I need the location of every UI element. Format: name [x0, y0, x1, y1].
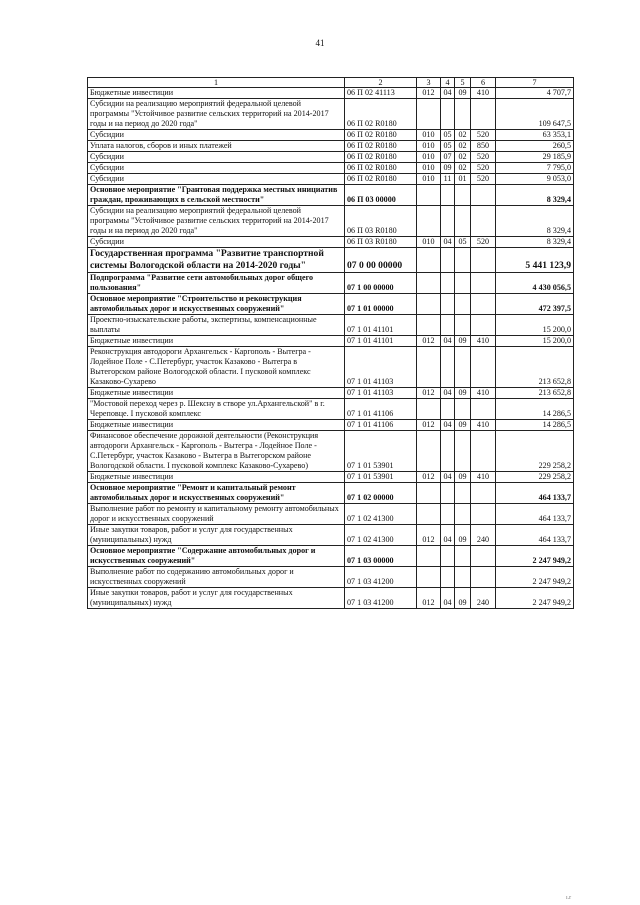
- table-row: [88, 130, 574, 141]
- row-name-cell: Реконструкция автодороги Архангельск - Каргополь - Вытегра - Лодейное Поле - С.Петербург, участок Казаково - Вытегра в Вытегорском районе Вологодской области. I пусковой комплекс Казаково-Сухарево: [88, 347, 345, 388]
- row-class-cell: [441, 431, 455, 472]
- table-row: [88, 420, 574, 431]
- table-body: [88, 78, 574, 609]
- table-row: [88, 273, 574, 294]
- row-code-cell: 07 1 01 53901: [345, 472, 417, 483]
- row-code-cell: 07 1 01 41103: [345, 388, 417, 399]
- table-row: [88, 336, 574, 347]
- row-class-cell: 09: [455, 525, 471, 546]
- row-name-cell: Бюджетные инвестиции: [88, 88, 345, 99]
- row-class-cell: [441, 347, 455, 388]
- row-class-cell: 010: [417, 237, 441, 248]
- table-row: [88, 206, 574, 237]
- row-sum-cell: 8 329,4: [496, 237, 574, 248]
- row-name-cell: Субсидии: [88, 174, 345, 185]
- table-row: [88, 163, 574, 174]
- row-name-cell: Бюджетные инвестиции: [88, 336, 345, 347]
- budget-table: [87, 77, 574, 609]
- row-class-cell: [441, 546, 455, 567]
- row-class-cell: 05: [441, 130, 455, 141]
- row-sum-cell: 7 795,0: [496, 163, 574, 174]
- row-class-cell: [441, 315, 455, 336]
- row-class-cell: 02: [455, 141, 471, 152]
- row-sum-cell: 464 133,7: [496, 483, 574, 504]
- row-name-cell: Субсидии на реализацию мероприятий федеральной целевой программы "Устойчивое развитие сельских территорий на 2014-2017 годы и на период до 2020 года": [88, 206, 345, 237]
- row-class-cell: [455, 431, 471, 472]
- row-name-cell: Подпрограмма "Развитие сети автомобильных дорог общего пользования": [88, 273, 345, 294]
- row-class-cell: 04: [441, 525, 455, 546]
- row-class-cell: 012: [417, 472, 441, 483]
- row-class-cell: [417, 185, 441, 206]
- row-class-cell: [471, 546, 496, 567]
- row-class-cell: [417, 399, 441, 420]
- row-name-cell: Субсидии: [88, 130, 345, 141]
- row-class-cell: 520: [471, 163, 496, 174]
- row-code-cell: 07 1 01 41106: [345, 399, 417, 420]
- row-class-cell: 09: [455, 472, 471, 483]
- row-sum-cell: 2 247 949,2: [496, 546, 574, 567]
- table-row: [88, 567, 574, 588]
- row-class-cell: 09: [455, 388, 471, 399]
- row-class-cell: [441, 294, 455, 315]
- row-class-cell: [471, 315, 496, 336]
- row-class-cell: 240: [471, 588, 496, 609]
- header-cell: 6: [471, 78, 496, 88]
- row-class-cell: [455, 185, 471, 206]
- row-sum-cell: 213 652,8: [496, 347, 574, 388]
- row-name-cell: Государственная программа "Развитие транспортной системы Вологодской области на 2014-2020 годы": [88, 248, 345, 273]
- row-class-cell: 520: [471, 130, 496, 141]
- row-name-cell: Уплата налогов, сборов и иных платежей: [88, 141, 345, 152]
- row-code-cell: 06 П 02 41113: [345, 88, 417, 99]
- row-name-cell: Субсидии: [88, 237, 345, 248]
- table-row: [88, 152, 574, 163]
- row-sum-cell: 4 707,7: [496, 88, 574, 99]
- table-row: [88, 88, 574, 99]
- row-class-cell: [417, 315, 441, 336]
- row-sum-cell: 2 247 949,2: [496, 567, 574, 588]
- page-number: 41: [315, 38, 325, 48]
- row-code-cell: 07 1 03 41200: [345, 588, 417, 609]
- row-sum-cell: 213 652,8: [496, 388, 574, 399]
- table-row: [88, 294, 574, 315]
- row-class-cell: [455, 206, 471, 237]
- row-class-cell: [471, 483, 496, 504]
- row-class-cell: 04: [441, 472, 455, 483]
- row-sum-cell: 229 258,2: [496, 472, 574, 483]
- row-class-cell: [471, 567, 496, 588]
- table-row: [88, 546, 574, 567]
- table-row: [88, 472, 574, 483]
- row-class-cell: [417, 504, 441, 525]
- row-class-cell: [455, 99, 471, 130]
- table-row: [88, 248, 574, 273]
- row-class-cell: [441, 504, 455, 525]
- row-sum-cell: 4 430 056,5: [496, 273, 574, 294]
- row-class-cell: [455, 294, 471, 315]
- header-cell: 3: [417, 78, 441, 88]
- row-class-cell: 09: [441, 163, 455, 174]
- row-class-cell: [441, 399, 455, 420]
- row-class-cell: [455, 273, 471, 294]
- row-code-cell: 07 1 01 41101: [345, 336, 417, 347]
- row-class-cell: 02: [455, 163, 471, 174]
- header-cell: 5: [455, 78, 471, 88]
- row-class-cell: 012: [417, 336, 441, 347]
- row-sum-cell: 260,5: [496, 141, 574, 152]
- row-class-cell: 410: [471, 88, 496, 99]
- row-class-cell: 850: [471, 141, 496, 152]
- row-class-cell: 09: [455, 588, 471, 609]
- row-class-cell: [417, 248, 441, 273]
- row-class-cell: [455, 347, 471, 388]
- row-code-cell: 06 П 02 R0180: [345, 141, 417, 152]
- row-class-cell: 07: [441, 152, 455, 163]
- row-class-cell: 02: [455, 152, 471, 163]
- table-header-row: [88, 78, 574, 88]
- row-code-cell: 06 П 02 R0180: [345, 152, 417, 163]
- row-code-cell: 06 П 03 00000: [345, 185, 417, 206]
- row-class-cell: [471, 399, 496, 420]
- row-name-cell: Субсидии на реализацию мероприятий федеральной целевой программы "Устойчивое развитие сельских территорий на 2014-2017 годы и на период до 2020 года": [88, 99, 345, 130]
- row-sum-cell: 229 258,2: [496, 431, 574, 472]
- row-class-cell: [417, 273, 441, 294]
- row-class-cell: 04: [441, 588, 455, 609]
- row-class-cell: [417, 483, 441, 504]
- row-code-cell: 07 1 01 41103: [345, 347, 417, 388]
- row-sum-cell: 5 441 123,9: [496, 248, 574, 273]
- row-code-cell: 07 1 01 41106: [345, 420, 417, 431]
- row-class-cell: [455, 567, 471, 588]
- row-class-cell: [417, 567, 441, 588]
- header-cell: 2: [345, 78, 417, 88]
- header-cell: 4: [441, 78, 455, 88]
- row-class-cell: 09: [455, 88, 471, 99]
- row-class-cell: 010: [417, 152, 441, 163]
- row-name-cell: "Мостовой переход через р. Шексну в створе ул.Архангельской" в г. Череповце. I пусковой комплекс: [88, 399, 345, 420]
- row-class-cell: [417, 206, 441, 237]
- row-class-cell: 410: [471, 420, 496, 431]
- row-sum-cell: 472 397,5: [496, 294, 574, 315]
- row-class-cell: 010: [417, 141, 441, 152]
- row-name-cell: Основное мероприятие "Строительство и реконструкция автомобильных дорог и искусственных сооружений": [88, 294, 345, 315]
- row-name-cell: Проектно-изыскательские работы, экспертизы, компенсационные выплаты: [88, 315, 345, 336]
- row-class-cell: 520: [471, 174, 496, 185]
- row-class-cell: [455, 546, 471, 567]
- row-class-cell: 520: [471, 152, 496, 163]
- row-class-cell: [471, 273, 496, 294]
- row-code-cell: 07 1 00 00000: [345, 273, 417, 294]
- row-sum-cell: 15 200,0: [496, 315, 574, 336]
- row-class-cell: 02: [455, 130, 471, 141]
- row-class-cell: [471, 294, 496, 315]
- row-sum-cell: 109 647,5: [496, 99, 574, 130]
- row-code-cell: 07 1 01 53901: [345, 431, 417, 472]
- table-row: [88, 347, 574, 388]
- row-sum-cell: 63 353,1: [496, 130, 574, 141]
- row-sum-cell: 14 286,5: [496, 399, 574, 420]
- row-class-cell: [441, 248, 455, 273]
- row-class-cell: 09: [455, 420, 471, 431]
- row-class-cell: 010: [417, 174, 441, 185]
- row-code-cell: 06 П 02 R0180: [345, 99, 417, 130]
- row-name-cell: Выполнение работ по содержанию автомобильных дорог и искусственных сооружений: [88, 567, 345, 588]
- row-class-cell: [455, 399, 471, 420]
- row-name-cell: Бюджетные инвестиции: [88, 388, 345, 399]
- row-class-cell: 010: [417, 130, 441, 141]
- row-name-cell: Бюджетные инвестиции: [88, 472, 345, 483]
- row-class-cell: 04: [441, 88, 455, 99]
- row-code-cell: 07 1 02 41300: [345, 525, 417, 546]
- row-class-cell: 010: [417, 163, 441, 174]
- row-class-cell: 012: [417, 420, 441, 431]
- row-class-cell: 240: [471, 525, 496, 546]
- table-row: [88, 399, 574, 420]
- table-row: [88, 504, 574, 525]
- row-class-cell: 04: [441, 388, 455, 399]
- row-name-cell: Иные закупки товаров, работ и услуг для государственных (муниципальных) нужд: [88, 525, 345, 546]
- row-code-cell: 07 1 02 00000: [345, 483, 417, 504]
- table-row: [88, 185, 574, 206]
- row-class-cell: [441, 567, 455, 588]
- row-class-cell: 04: [441, 420, 455, 431]
- header-cell: 7: [496, 78, 574, 88]
- table-row: [88, 588, 574, 609]
- row-class-cell: [441, 206, 455, 237]
- row-class-cell: 05: [441, 141, 455, 152]
- row-class-cell: [417, 294, 441, 315]
- row-sum-cell: 8 329,4: [496, 185, 574, 206]
- row-class-cell: 11: [441, 174, 455, 185]
- row-sum-cell: 2 247 949,2: [496, 588, 574, 609]
- row-class-cell: 04: [441, 237, 455, 248]
- row-name-cell: Иные закупки товаров, работ и услуг для государственных (муниципальных) нужд: [88, 588, 345, 609]
- table-row: [88, 174, 574, 185]
- row-code-cell: 06 П 02 R0180: [345, 130, 417, 141]
- row-code-cell: 07 1 01 00000: [345, 294, 417, 315]
- row-code-cell: 06 П 03 R0180: [345, 237, 417, 248]
- table-row: [88, 237, 574, 248]
- row-name-cell: Основное мероприятие "Ремонт и капитальный ремонт автомобильных дорог и искусственных сооружений": [88, 483, 345, 504]
- row-name-cell: Бюджетные инвестиции: [88, 420, 345, 431]
- row-code-cell: 06 П 02 R0180: [345, 174, 417, 185]
- row-class-cell: [455, 483, 471, 504]
- row-class-cell: [441, 273, 455, 294]
- row-class-cell: [471, 248, 496, 273]
- row-code-cell: 07 1 03 41200: [345, 567, 417, 588]
- row-class-cell: [455, 315, 471, 336]
- row-class-cell: [471, 504, 496, 525]
- row-class-cell: 410: [471, 472, 496, 483]
- row-class-cell: 05: [455, 237, 471, 248]
- table-row: [88, 483, 574, 504]
- row-sum-cell: 464 133,7: [496, 525, 574, 546]
- row-sum-cell: 464 133,7: [496, 504, 574, 525]
- row-name-cell: Основное мероприятие "Грантовая поддержка местных инициатив граждан, проживающих в сельской местности": [88, 185, 345, 206]
- row-class-cell: [441, 99, 455, 130]
- row-code-cell: 06 П 02 R0180: [345, 163, 417, 174]
- row-class-cell: 012: [417, 525, 441, 546]
- table-row: [88, 141, 574, 152]
- row-class-cell: 01: [455, 174, 471, 185]
- row-class-cell: [441, 185, 455, 206]
- row-class-cell: [471, 99, 496, 130]
- table-row: [88, 99, 574, 130]
- row-class-cell: 04: [441, 336, 455, 347]
- header-cell: 1: [88, 78, 345, 88]
- table-row: [88, 315, 574, 336]
- row-class-cell: 012: [417, 388, 441, 399]
- row-class-cell: 520: [471, 237, 496, 248]
- row-class-cell: [471, 206, 496, 237]
- row-class-cell: [417, 431, 441, 472]
- row-class-cell: [417, 546, 441, 567]
- row-class-cell: [441, 483, 455, 504]
- row-name-cell: Выполнение работ по ремонту и капитальному ремонту автомобильных дорог и искусственных сооружений: [88, 504, 345, 525]
- row-class-cell: [471, 347, 496, 388]
- row-code-cell: 07 1 01 41101: [345, 315, 417, 336]
- row-class-cell: [417, 99, 441, 130]
- row-code-cell: 07 0 00 00000: [345, 248, 417, 273]
- row-class-cell: [455, 504, 471, 525]
- row-class-cell: 410: [471, 388, 496, 399]
- row-class-cell: 09: [455, 336, 471, 347]
- row-sum-cell: 14 286,5: [496, 420, 574, 431]
- row-class-cell: 410: [471, 336, 496, 347]
- table-row: [88, 431, 574, 472]
- row-sum-cell: 9 053,0: [496, 174, 574, 185]
- table-row: [88, 388, 574, 399]
- row-class-cell: [471, 185, 496, 206]
- row-class-cell: [417, 347, 441, 388]
- row-name-cell: Субсидии: [88, 152, 345, 163]
- row-class-cell: [471, 431, 496, 472]
- row-sum-cell: 8 329,4: [496, 206, 574, 237]
- row-name-cell: Финансовое обеспечение дорожной деятельности (Реконструкция автодороги Архангельск - Каргополь - Вытегра - Лодейное Поле - С.Петербург, участок Казаково - Вытегра в Вытегорском районе Вологодской области. I пусковой комплекс Казаково-Сухарево): [88, 431, 345, 472]
- row-code-cell: 06 П 03 R0180: [345, 206, 417, 237]
- row-sum-cell: 29 185,9: [496, 152, 574, 163]
- corner-mark: ı.r: [566, 895, 572, 901]
- row-sum-cell: 15 200,0: [496, 336, 574, 347]
- row-name-cell: Основное мероприятие "Содержание автомобильных дорог и искусственных сооружений": [88, 546, 345, 567]
- row-class-cell: 012: [417, 88, 441, 99]
- row-code-cell: 07 1 03 00000: [345, 546, 417, 567]
- row-code-cell: 07 1 02 41300: [345, 504, 417, 525]
- row-name-cell: Субсидии: [88, 163, 345, 174]
- table-row: [88, 525, 574, 546]
- row-class-cell: 012: [417, 588, 441, 609]
- row-class-cell: [455, 248, 471, 273]
